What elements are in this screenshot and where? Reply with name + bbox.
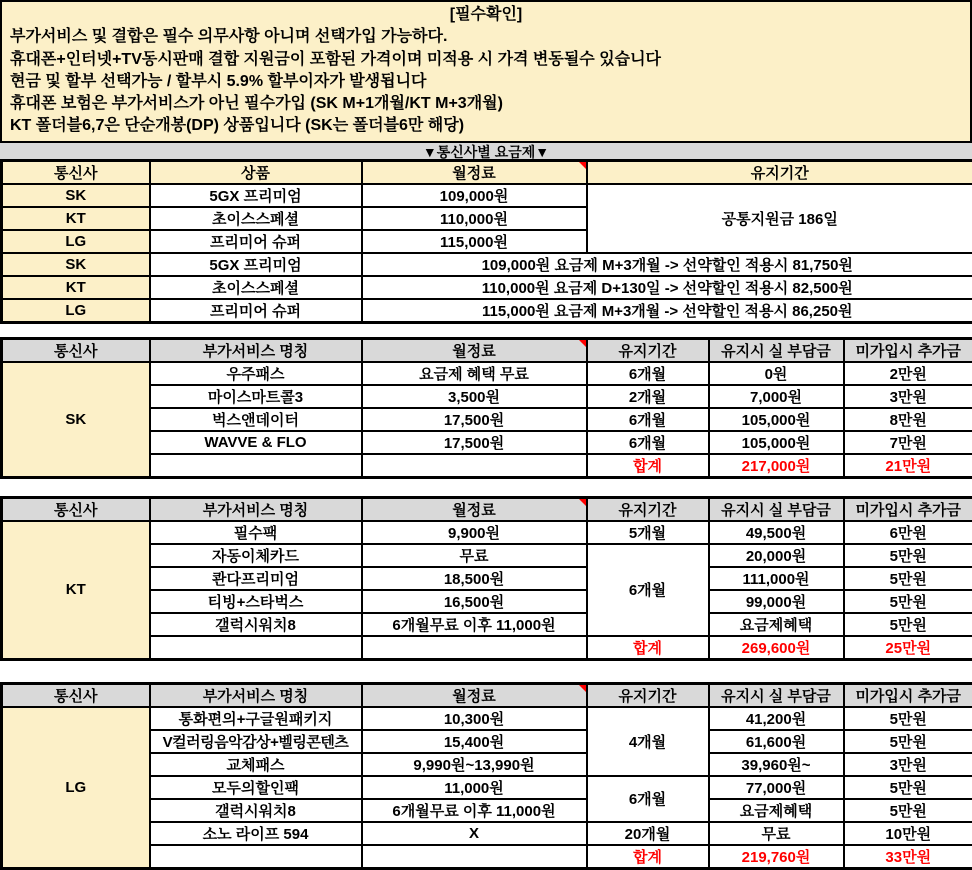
- addon-table-sk: [0, 337, 972, 479]
- term-cell: 20개월: [587, 822, 709, 845]
- cost-cell: 20,000원: [709, 544, 844, 567]
- column-header-fee-label: 월정료: [452, 502, 495, 519]
- extra-cell: 2만원: [844, 362, 972, 385]
- table-row: [2, 184, 972, 207]
- column-header-cost: 유지시 실 부담금: [709, 683, 844, 707]
- extra-cell: 3만원: [844, 753, 972, 776]
- term-cell: 6개월: [587, 362, 709, 385]
- extra-cell: 6만원: [844, 521, 972, 544]
- column-header-cost: 유지시 실 부담금: [709, 497, 844, 521]
- cost-cell: 105,000원: [709, 431, 844, 454]
- table-row: [2, 253, 972, 276]
- term-cell: 6개월: [587, 544, 709, 636]
- table-row: [2, 707, 972, 730]
- column-header-fee: [362, 497, 587, 521]
- cost-cell: 49,500원: [709, 521, 844, 544]
- header-row: [2, 160, 972, 184]
- extra-cell: 5만원: [844, 544, 972, 567]
- extra-cell: 5만원: [844, 707, 972, 730]
- table-row: [2, 362, 972, 385]
- empty-cell: [362, 454, 587, 478]
- total-extra-cell: 21만원: [844, 454, 972, 478]
- product-cell: 프리미어 슈퍼: [150, 299, 362, 323]
- column-header-extra: 미가입시 추가금: [844, 338, 972, 362]
- fee-cell: 18,500원: [362, 567, 587, 590]
- service-cell: 교체패스: [150, 753, 362, 776]
- column-header-fee: [362, 160, 587, 184]
- column-header-service: 부가서비스 명칭: [150, 338, 362, 362]
- extra-cell: 8만원: [844, 408, 972, 431]
- discount-detail-cell: 109,000원 요금제 M+3개월 -> 선약할인 적용시 81,750원: [362, 253, 972, 276]
- fee-cell: 11,000원: [362, 776, 587, 799]
- product-cell: 5GX 프리미엄: [150, 253, 362, 276]
- header-row: [2, 338, 972, 362]
- extra-cell: 5만원: [844, 799, 972, 822]
- total-cost-cell: 217,000원: [709, 454, 844, 478]
- addon-table-kt: [0, 496, 972, 661]
- extra-cell: 5만원: [844, 567, 972, 590]
- fee-cell: 10,300원: [362, 707, 587, 730]
- notice-line: 휴대폰 보험은 부가서비스가 아닌 필수가입 (SK M+1개월/KT M+3개월): [10, 93, 962, 115]
- notice-title: [필수확인]: [10, 4, 962, 26]
- column-header-cost: 유지시 실 부담금: [709, 338, 844, 362]
- total-cost-cell: 269,600원: [709, 636, 844, 660]
- fee-cell: 15,400원: [362, 730, 587, 753]
- cost-cell: 7,000원: [709, 385, 844, 408]
- column-header-carrier: 통신사: [2, 683, 150, 707]
- service-cell: 필수팩: [150, 521, 362, 544]
- total-extra-cell: 25만원: [844, 636, 972, 660]
- addon-table-lg: [0, 682, 972, 870]
- cost-cell: 무료: [709, 822, 844, 845]
- notice-line: KT 폴더블6,7은 단순개봉(DP) 상품입니다 (SK는 폴더블6만 해당): [10, 115, 962, 137]
- plan-table: [0, 159, 972, 324]
- extra-cell: 3만원: [844, 385, 972, 408]
- discount-detail-cell: 115,000원 요금제 M+3개월 -> 선약할인 적용시 86,250원: [362, 299, 972, 323]
- service-cell: 갤럭시워치8: [150, 799, 362, 822]
- spacer: [0, 324, 972, 337]
- column-header-extra: 미가입시 추가금: [844, 497, 972, 521]
- notice-line: 휴대폰+인터넷+TV동시판매 결합 지원금이 포함된 가격이며 미적용 시 가격 변동될수 있습니다: [10, 49, 962, 71]
- cost-cell: 39,960원~: [709, 753, 844, 776]
- service-cell: V컬러링음악감상+벨링콘텐츠: [150, 730, 362, 753]
- extra-cell: 5만원: [844, 776, 972, 799]
- column-header-carrier: 통신사: [2, 160, 150, 184]
- service-cell: 통화편의+구글원패키지: [150, 707, 362, 730]
- comment-indicator-icon: [579, 340, 586, 347]
- service-cell: 벅스앤데이터: [150, 408, 362, 431]
- empty-cell: [362, 845, 587, 869]
- total-label-cell: 합계: [587, 454, 709, 478]
- spacer: [0, 479, 972, 496]
- carrier-cell: KT: [2, 207, 150, 230]
- fee-cell: X: [362, 822, 587, 845]
- empty-cell: [150, 636, 362, 660]
- column-header-fee-label: 월정료: [452, 688, 495, 705]
- notice-line: 부가서비스 및 결합은 필수 의무사항 아니며 선택가입 가능하다.: [10, 26, 962, 48]
- column-header-fee-label: 월정료: [452, 343, 495, 360]
- table-row: [2, 521, 972, 544]
- comment-indicator-icon: [579, 685, 586, 692]
- total-extra-cell: 33만원: [844, 845, 972, 869]
- spacer: [0, 661, 972, 682]
- product-cell: 초이스스페셜: [150, 276, 362, 299]
- empty-cell: [150, 454, 362, 478]
- total-label-cell: 합계: [587, 636, 709, 660]
- fee-cell: 115,000원: [362, 230, 587, 253]
- carrier-cell: SK: [2, 362, 150, 478]
- extra-cell: 5만원: [844, 590, 972, 613]
- cost-cell: 41,200원: [709, 707, 844, 730]
- service-cell: 우주패스: [150, 362, 362, 385]
- fee-cell: 17,500원: [362, 431, 587, 454]
- service-cell: 자동이체카드: [150, 544, 362, 567]
- column-header-fee: [362, 338, 587, 362]
- column-header-carrier: 통신사: [2, 338, 150, 362]
- column-header-fee: [362, 683, 587, 707]
- term-cell: 6개월: [587, 776, 709, 822]
- empty-cell: [362, 636, 587, 660]
- comment-indicator-icon: [579, 499, 586, 506]
- fee-cell: 109,000원: [362, 184, 587, 207]
- total-label-cell: 합계: [587, 845, 709, 869]
- fee-cell: 9,990원~13,990원: [362, 753, 587, 776]
- service-cell: 모두의할인팩: [150, 776, 362, 799]
- cost-cell: 77,000원: [709, 776, 844, 799]
- extra-cell: 10만원: [844, 822, 972, 845]
- empty-cell: [150, 845, 362, 869]
- column-header-term: 유지기간: [587, 160, 972, 184]
- column-header-service: 부가서비스 명칭: [150, 497, 362, 521]
- carrier-cell: KT: [2, 276, 150, 299]
- product-cell: 초이스스페셜: [150, 207, 362, 230]
- column-header-extra: 미가입시 추가금: [844, 683, 972, 707]
- header-row: [2, 497, 972, 521]
- extra-cell: 5만원: [844, 730, 972, 753]
- service-cell: 콴다프리미엄: [150, 567, 362, 590]
- fee-cell: 6개월무료 이후 11,000원: [362, 613, 587, 636]
- column-header-term: 유지기간: [587, 683, 709, 707]
- cost-cell: 요금제혜택: [709, 799, 844, 822]
- product-cell: 프리미어 슈퍼: [150, 230, 362, 253]
- column-header-carrier: 통신사: [2, 497, 150, 521]
- term-cell: 6개월: [587, 408, 709, 431]
- header-row: [2, 683, 972, 707]
- carrier-cell: SK: [2, 184, 150, 207]
- carrier-cell: KT: [2, 521, 150, 660]
- fee-cell: 17,500원: [362, 408, 587, 431]
- term-cell: 6개월: [587, 431, 709, 454]
- term-cell: 2개월: [587, 385, 709, 408]
- notice-panel: [0, 0, 972, 141]
- term-cell: 5개월: [587, 521, 709, 544]
- service-cell: 소노 라이프 594: [150, 822, 362, 845]
- fee-cell: 3,500원: [362, 385, 587, 408]
- column-header-fee-label: 월정료: [452, 165, 495, 182]
- cost-cell: 111,000원: [709, 567, 844, 590]
- column-header-product: 상품: [150, 160, 362, 184]
- total-cost-cell: 219,760원: [709, 845, 844, 869]
- cost-cell: 99,000원: [709, 590, 844, 613]
- fee-cell: 16,500원: [362, 590, 587, 613]
- column-header-term: 유지기간: [587, 338, 709, 362]
- comment-indicator-icon: [579, 162, 586, 169]
- fee-cell: 무료: [362, 544, 587, 567]
- column-header-term: 유지기간: [587, 497, 709, 521]
- carrier-cell: SK: [2, 253, 150, 276]
- fee-cell: 9,900원: [362, 521, 587, 544]
- carrier-cell: LG: [2, 299, 150, 323]
- extra-cell: 5만원: [844, 613, 972, 636]
- cost-cell: 61,600원: [709, 730, 844, 753]
- product-cell: 5GX 프리미엄: [150, 184, 362, 207]
- service-cell: 마이스마트콜3: [150, 385, 362, 408]
- service-cell: 티빙+스타벅스: [150, 590, 362, 613]
- service-cell: WAVVE & FLO: [150, 431, 362, 454]
- support-note-cell: 공통지원금 186일: [587, 184, 972, 253]
- carrier-cell: LG: [2, 230, 150, 253]
- section-title: ▼통신사별 요금제▼: [0, 141, 972, 159]
- extra-cell: 7만원: [844, 431, 972, 454]
- fee-cell: 110,000원: [362, 207, 587, 230]
- cost-cell: 0원: [709, 362, 844, 385]
- column-header-service: 부가서비스 명칭: [150, 683, 362, 707]
- fee-cell: 요금제 혜택 무료: [362, 362, 587, 385]
- term-cell: 4개월: [587, 707, 709, 776]
- table-row: [2, 299, 972, 323]
- service-cell: 갤럭시워치8: [150, 613, 362, 636]
- discount-detail-cell: 110,000원 요금제 D+130일 -> 선약할인 적용시 82,500원: [362, 276, 972, 299]
- table-row: [2, 276, 972, 299]
- notice-line: 현금 및 할부 선택가능 / 할부시 5.9% 할부이자가 발생됩니다: [10, 71, 962, 93]
- fee-cell: 6개월무료 이후 11,000원: [362, 799, 587, 822]
- carrier-cell: LG: [2, 707, 150, 869]
- cost-cell: 105,000원: [709, 408, 844, 431]
- cost-cell: 요금제혜택: [709, 613, 844, 636]
